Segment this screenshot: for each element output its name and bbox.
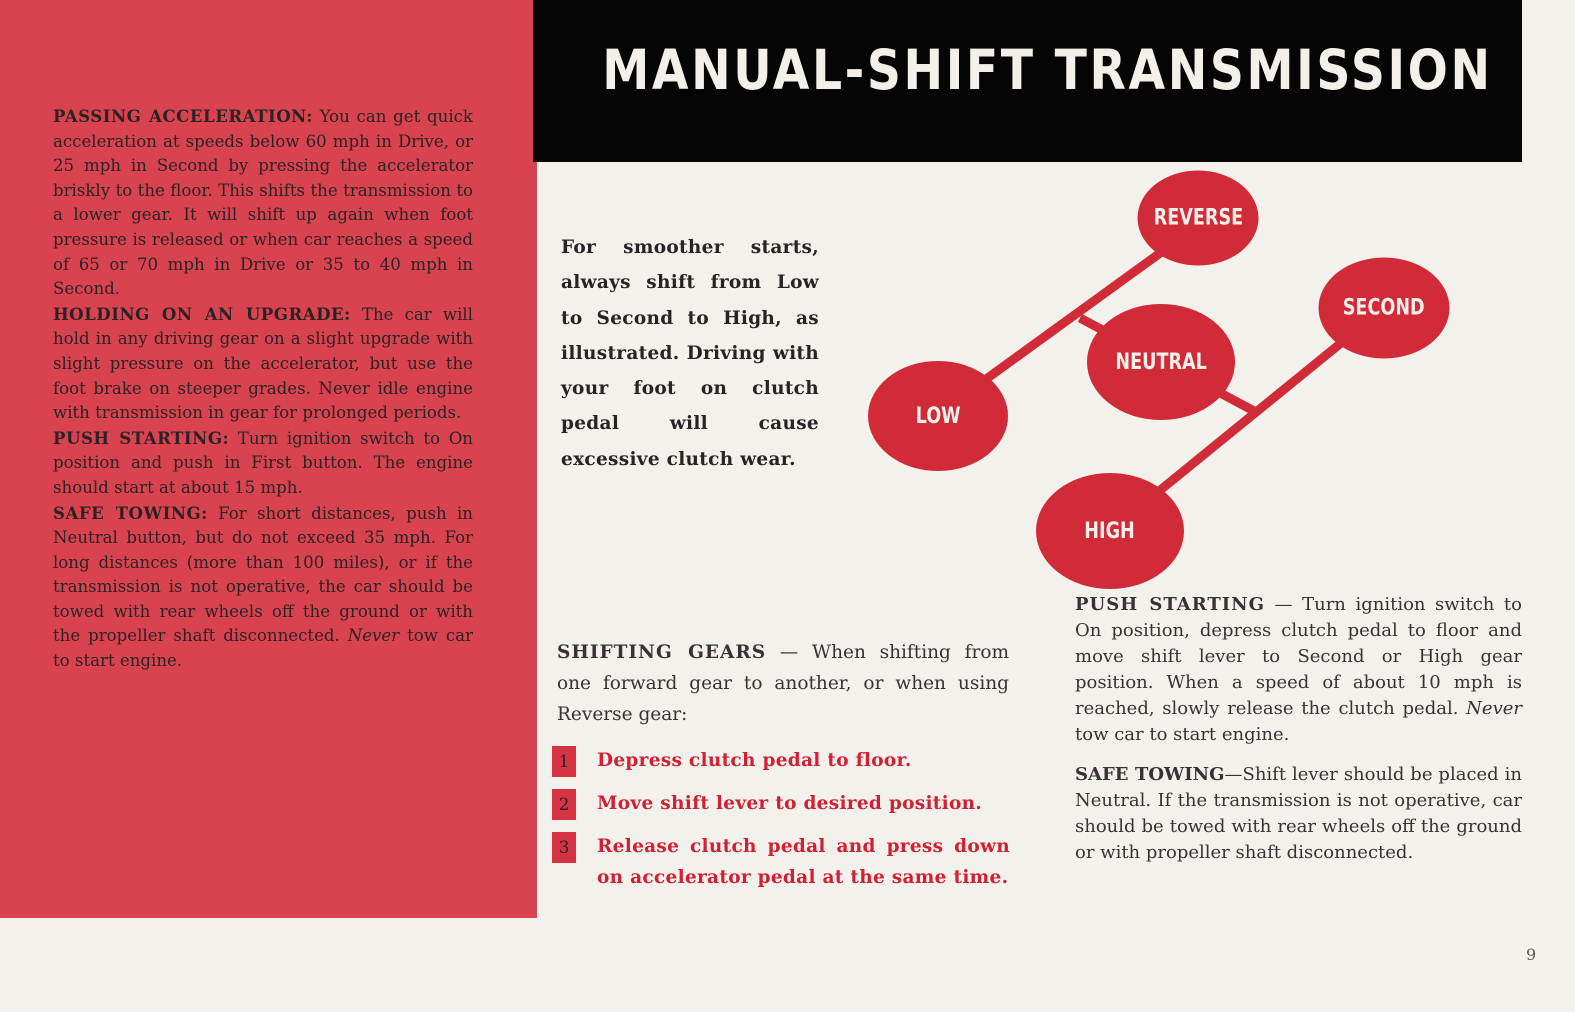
paragraph-body: —Shift lever should be placed in Neutral. If the transmission is not operative, car should be towed with rear wheels off the ground or with propeller shaft disconnected. (1075, 764, 1522, 863)
step-item (552, 832, 1010, 893)
paragraph-heading: PUSH STARTING: (53, 427, 230, 448)
paragraph-body: tow car to start engine. (1075, 724, 1290, 745)
safe-towing-paragraph (53, 501, 473, 674)
title-banner (533, 0, 1522, 162)
step-text: Move shift lever to desired position. (597, 793, 983, 814)
paragraph-body: — Turn ignition switch to On position, depress clutch pedal to floor and move shift lever to Second or High gear position. When a speed of about 10 mph is reached, slowly release the clutch pedal. (1075, 594, 1522, 719)
step-text: Depress clutch pedal to floor. (597, 750, 912, 771)
step-text: Release clutch pedal and press down on accelerator pedal at the same time. (597, 836, 1010, 888)
paragraph-body: tow car to start engine. (53, 626, 474, 671)
gear-label: NEUTRAL (1115, 349, 1207, 375)
gear-low (868, 361, 1008, 471)
gear-high (1036, 473, 1184, 589)
gear-second (1319, 258, 1450, 359)
paragraph-heading: SAFE TOWING (1075, 764, 1225, 785)
paragraph-heading: PASSING ACCELERATION: (53, 106, 313, 126)
emphasis: Never (1466, 698, 1522, 719)
passing-acceleration-paragraph (53, 104, 473, 302)
left-column (53, 104, 473, 674)
push-starting-paragraph (53, 426, 473, 501)
paragraph-heading: SAFE TOWING: (53, 502, 208, 523)
gear-label: REVERSE (1153, 205, 1243, 231)
step-item (552, 746, 1010, 777)
paragraph-heading: SHIFTING GEARS (557, 642, 767, 663)
gear-label: LOW (915, 403, 961, 429)
paragraph-heading: PUSH STARTING (1075, 594, 1265, 615)
step-number: 2 (552, 789, 576, 820)
paragraph-body: You can get quick acceleration at speeds below 60 mph in Drive, or 25 mph in Second by pressing the accelerator briskly to the floor. This shifts the transmission to a lower gear. It will shift up again when foot pressure is released or when car reaches a speed of 65 or 70 mph in Drive or 35 to 40 mph in Second. (53, 107, 473, 299)
safe-towing-paragraph (1075, 762, 1522, 866)
page-number: 9 (1526, 945, 1537, 964)
page-title: MANUAL-SHIFT TRANSMISSION (602, 38, 1493, 102)
paragraph-body: — When shifting from one forward gear to another, or when using Reverse gear: (557, 642, 1010, 725)
step-number: 1 (552, 746, 576, 777)
emphasis: Never (347, 626, 400, 646)
gear-label: SECOND (1343, 295, 1425, 321)
step-item (552, 789, 1010, 820)
paragraph-body: Turn ignition switch to On position and push in First button. The engine should start at about 15 mph. (53, 428, 473, 497)
right-column (1075, 592, 1522, 880)
shifting-steps-list (552, 746, 1010, 905)
paragraph-heading: HOLDING ON AN UPGRADE: (53, 303, 351, 324)
intro-paragraph: For smoother starts, always shift from Low to Second to High, as illustrated. Driving with your foot on clutch pedal will cause excessive clutch wear. (561, 237, 819, 470)
holding-upgrade-paragraph (53, 302, 473, 426)
shifting-gears-paragraph (557, 637, 1009, 730)
gear-label: HIGH (1084, 518, 1136, 544)
push-starting-paragraph (1075, 592, 1522, 748)
paragraph-body: The car will hold in any driving gear on a slight upgrade with slight pressure on the accelerator, but use the foot brake on steeper grades. Never idle engine with transmission in gear for prolonged periods. (53, 304, 473, 423)
paragraph-body: For short distances, push in Neutral button, but do not exceed 35 mph. For long distances (more than 100 miles), or if the transmission is not operative, the car should be towed with rear wheels off the ground or with the propeller shaft disconnected. (53, 503, 473, 646)
gear-reverse (1138, 171, 1259, 266)
step-number: 3 (552, 832, 576, 863)
gear-neutral (1087, 304, 1235, 420)
